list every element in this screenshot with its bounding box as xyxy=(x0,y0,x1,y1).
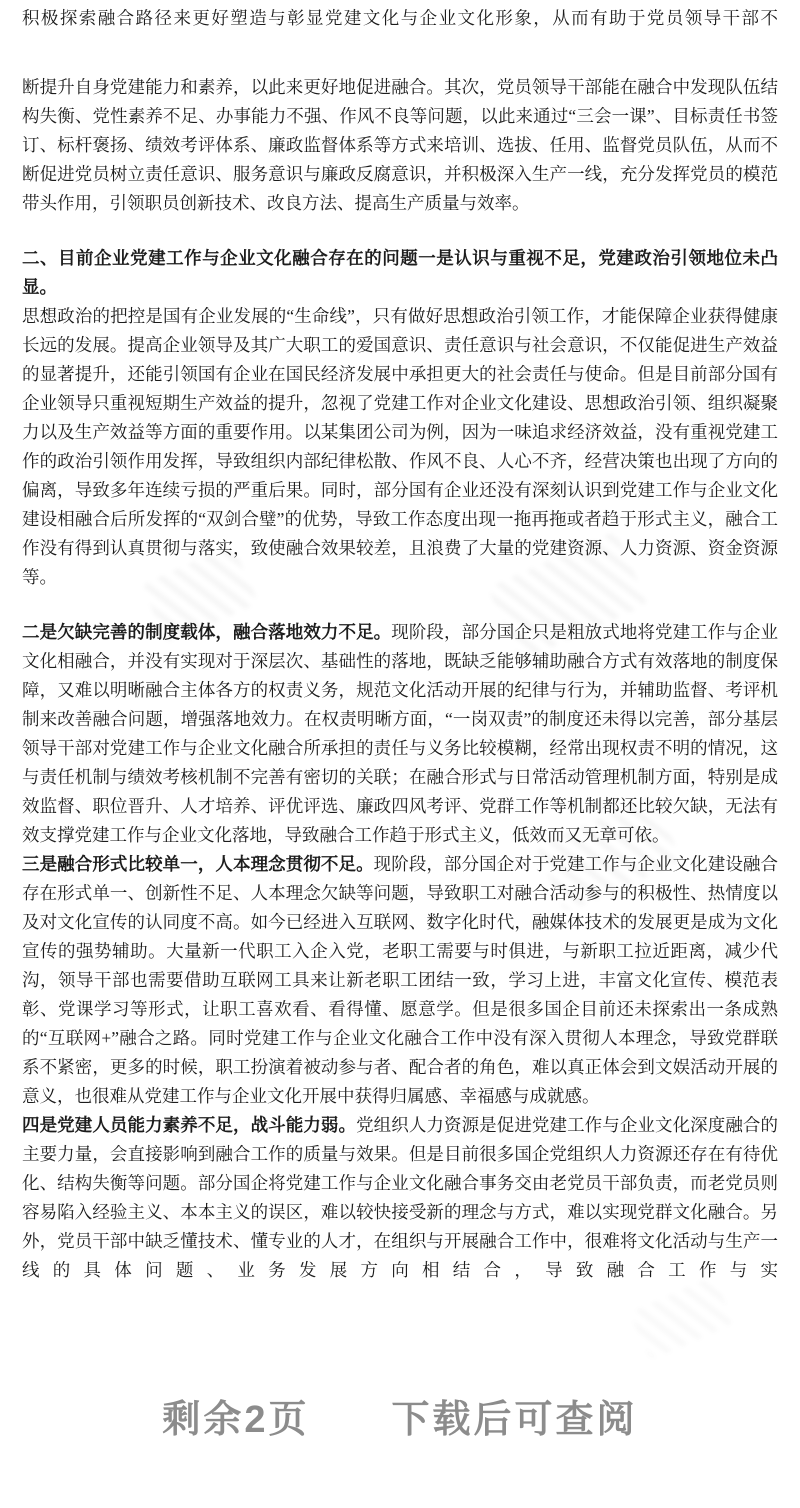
issue-2-body: 现阶段，部分国企只是粗放式地将党建工作与企业文化相融合，并没有实现对于深层次、基础性的落地，既缺乏能够辅助融合方式有效落地的制度保障，又难以明晰融合主体各方的权责义务，规范文化活动开展的纪律与行为，并辅助监督、考评机制来改善融合问题，增强落地效力。在权责明晰方面，“一岗双责”的制度还未得以完善，部分基层领导干部对党建工作与企业文化融合所承担的责任与义务比较模糊，经常出现权责不明的情况，这与责任机制与绩效考核机制不完善有密切的关联；在融合形式与日常活动管理机制方面，特别是成效监督、职位晋升、人才培养、评优评选、廉政四风考评、党群工作等机制都还比较欠缺，无法有效支撑党建工作与企业文化落地，导致融合工作趋于形式主义，低效而又无章可依。 xyxy=(22,622,778,845)
paragraph-issue-3 xyxy=(22,850,778,1111)
remaining-pages-notice xyxy=(0,1388,800,1443)
watermark xyxy=(629,1276,734,1361)
paragraph-issue-1: 思想政治的把控是国有企业发展的“生命线”，只有做好思想政治引领工作，才能保障企业获得健康长远的发展。提高企业领导及其广大职工的爱国意识、责任意识与社会意识，不仅能促进生产效益的显著提升，还能引领国有企业在国民经济发展中承担更大的社会责任与使命。但是目前部分国有企业领导只重视短期生产效益的提升，忽视了党建工作对企业文化建设、思想政治引领、组织凝聚力以及生产效益等方面的重要作用。以某集团公司为例，因为一味追求经济效益，没有重视党建工作的政治引领作用发挥，导致组织内部纪律松散、作风不良、人心不齐，经营决策也出现了方向的偏离，导致多年连续亏损的严重后果。同时，部分国有企业还没有深刻认识到党建工作与企业文化建设相融合后所发挥的“双剑合璧”的优势，导致工作态度出现一拖再拖或者趋于形式主义，融合工作没有得到认真贯彻与落实，致使融合效果较差，且浪费了大量的党建资源、人力资源、资金资源等。 xyxy=(22,306,778,587)
paragraph-issue-4 xyxy=(22,1111,778,1285)
section-2-heading: 二、目前企业党建工作与企业文化融合存在的问题一是认识与重视不足，党建政治引领地位未凸显。 xyxy=(22,248,778,297)
paragraph-party-member-role: 断提升自身党建能力和素养，以此来更好地促进融合。其次，党员领导干部能在融合中发现队伍结构失衡、党性素养不足、办事能力不强、作风不良等问题，以此来通过“三会一课”、目标责任书签订、标杆褒扬、绩效考评体系、廉政监督体系等方式来培训、选拔、任用、监督党员队伍，从而不断促进党员树立责任意识、服务意识与廉政反腐意识，并积极深入生产一线，充分发挥党员的模范带头作用，引领职员创新技术、改良方法、提高生产质量与效率。 xyxy=(22,77,778,213)
issue-4-lead: 四是党建人员能力素养不足，战斗能力弱。 xyxy=(22,1115,357,1135)
issue-3-body: 现阶段，部分国企对于党建工作与企业文化建设融合存在形式单一、创新性不足、人本理念欠缺等问题，导致职工对融合活动参与的积极性、热情度以及对文化宣传的认同度不高。如今已经进入互联网、数字化时代，融媒体技术的发展更是成为文化宣传的强势辅助。大量新一代职工入企入党，老职工需要与时俱进，与新职工拉近距离，减少代沟，领导干部也需要借助互联网工具来让新老职工团结一致，学习上进，丰富文化宣传、模范表彰、党课学习等形式，让职工喜欢看、看得懂、愿意学。但是很多国企目前还未探索出一条成熟的“互联网+”融合之路。同时党建工作与企业文化融合工作中没有深入贯彻人本理念，导致党群联系不紧密，更多的时候，职工扮演着被动参与者、配合者的角色，难以真正体会到文娱活动开展的意义，也很难从党建工作与企业文化开展中获得归属感、幸福感与成就感。 xyxy=(22,854,779,1106)
issue-2-lead: 二是欠缺完善的制度载体，融合落地效力不足。 xyxy=(22,622,392,642)
remaining-pages-notice-text: 剩余2页 下载后可查阅 xyxy=(162,1399,638,1441)
paragraph-intro-fragment: 积极探索融合路径来更好塑造与彰显党建文化与企业文化形象，从而有助于党员领导干部不 xyxy=(22,8,778,28)
paragraph-issue-2 xyxy=(22,618,778,850)
issue-4-body: 党组织人力资源是促进党建工作与企业文化深度融合的主要力量，会直接影响到融合工作的质量与效果。但是目前很多国企党组织人力资源还存在有待优化、结构失衡等问题。部分国企将党建工作与企业文化融合事务交由老党员干部负责，而老党员则容易陷入经验主义、本本主义的误区，难以较快接受新的理念与方式，难以实现党群文化融合。另外，党员干部中缺乏懂技术、懂专业的人才，在组织与开展融合工作中，很难将文化活动与生产一线的具体问题、业务发展方向相结合，导致融合工作与实 xyxy=(22,1115,779,1280)
issue-3-lead: 三是融合形式比较单一，人本理念贯彻不足。 xyxy=(22,854,374,874)
